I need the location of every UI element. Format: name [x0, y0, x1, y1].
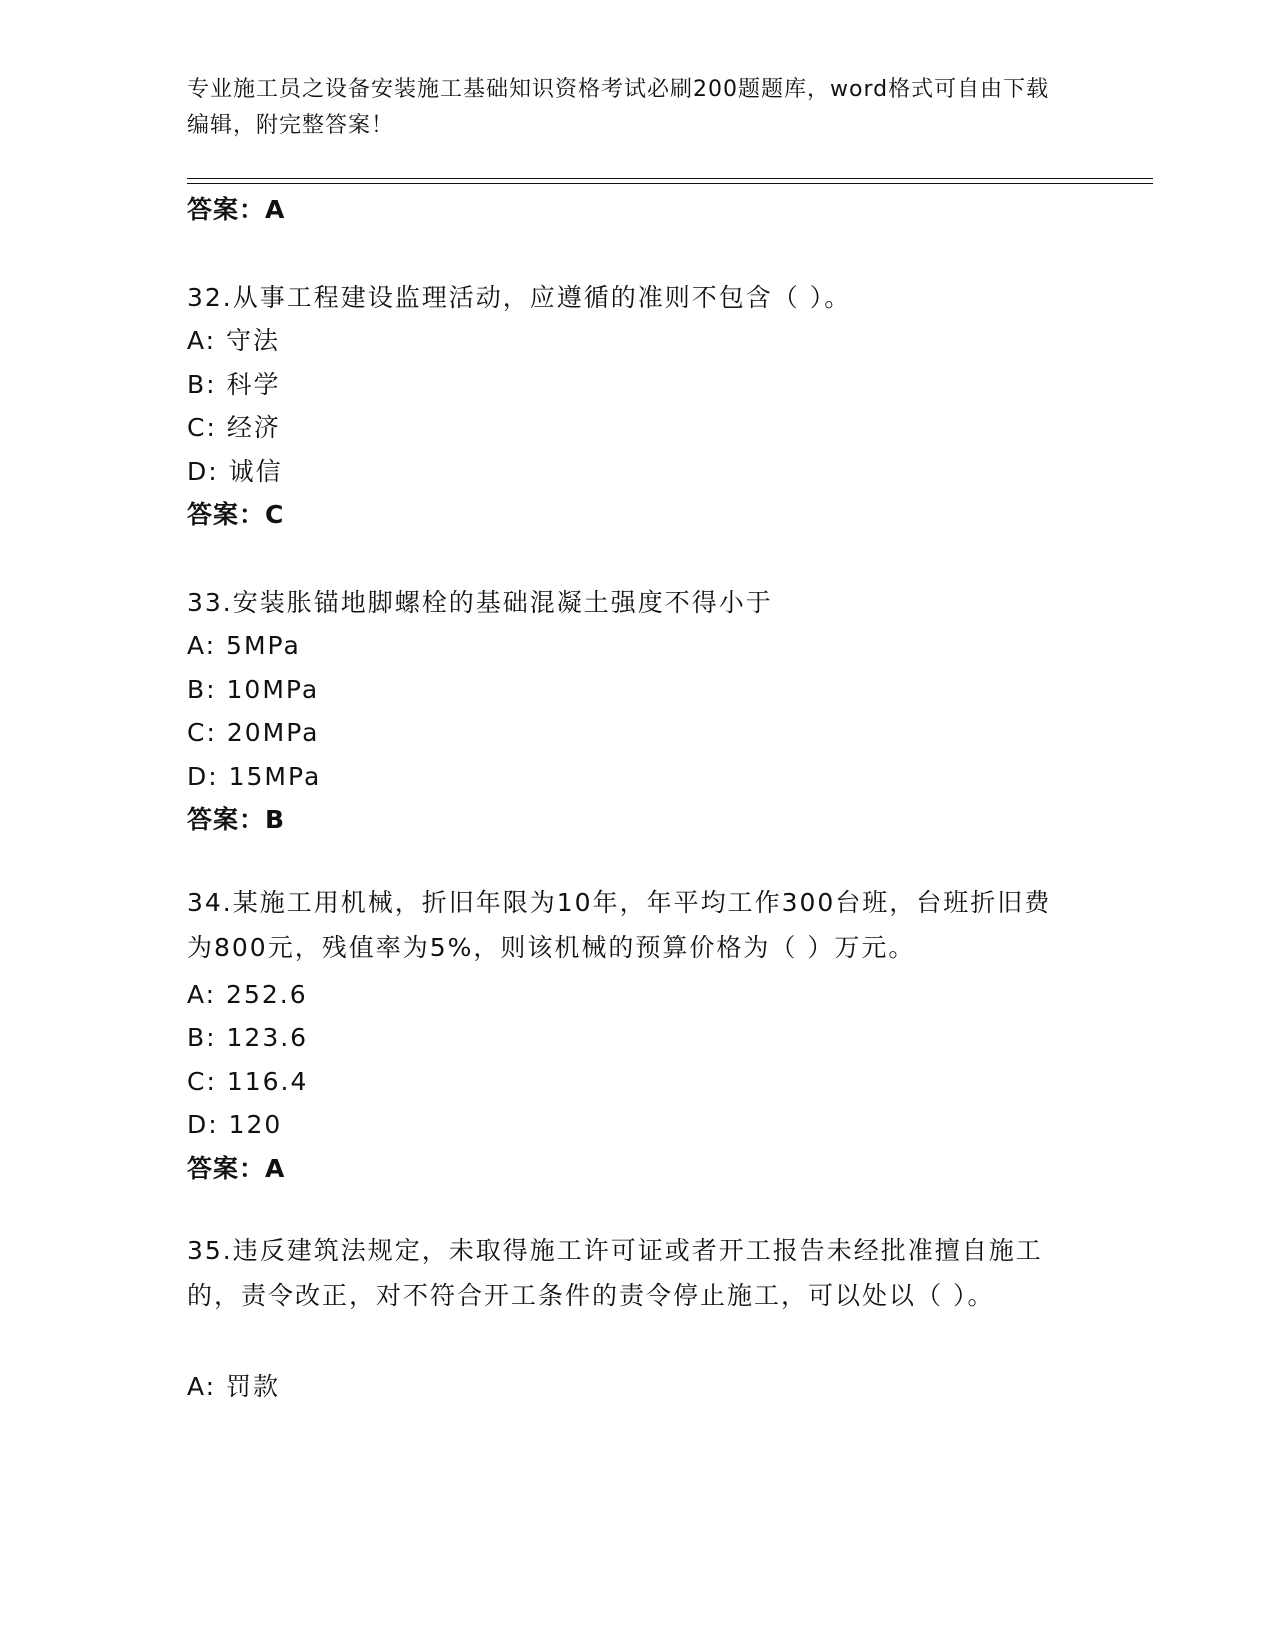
header-divider-bottom — [187, 183, 1153, 184]
document-header: 专业施工员之设备安装施工基础知识资格考试必刷200题题库，word格式可自由下载编辑，附完整答案！ — [187, 77, 1050, 138]
question-34-stem: 34.某施工用机械，折旧年限为10年，年平均工作300台班，台班折旧费为800元，残值率为5%，则该机械的预算价格为（ ）万元。 — [187, 888, 1052, 962]
question-32-option-b: B: 科学 — [187, 370, 281, 399]
question-32-answer: 答案：C — [187, 500, 285, 529]
question-32-option-c: C: 经济 — [187, 413, 281, 442]
question-32-option-a: A: 守法 — [187, 326, 281, 355]
question-32-option-d: D: 诚信 — [187, 457, 283, 486]
question-35-stem: 35.违反建筑法规定，未取得施工许可证或者开工报告未经批准擅自施工的，责令改正，对不符合开工条件的责令停止施工，可以处以（ ）。 — [187, 1236, 1043, 1310]
question-34-option-d: D: 120 — [187, 1110, 283, 1139]
question-33-option-c: C: 20MPa — [187, 718, 320, 747]
question-32-stem: 32.从事工程建设监理活动，应遵循的准则不包含（ ）。 — [187, 283, 852, 312]
question-34-option-a: A: 252.6 — [187, 980, 308, 1009]
question-34-option-c: C: 116.4 — [187, 1067, 309, 1096]
header-divider-top — [187, 178, 1153, 179]
question-33-option-b: B: 10MPa — [187, 675, 320, 704]
question-33-stem: 33.安装胀锚地脚螺栓的基础混凝土强度不得小于 — [187, 588, 773, 617]
question-33-option-a: A: 5MPa — [187, 631, 301, 660]
question-34-answer: 答案：A — [187, 1154, 286, 1183]
previous-answer: 答案：A — [187, 195, 286, 224]
question-34-option-b: B: 123.6 — [187, 1023, 309, 1052]
question-33-option-d: D: 15MPa — [187, 762, 322, 791]
question-35-option-a: A: 罚款 — [187, 1372, 281, 1401]
question-33-answer: 答案：B — [187, 805, 286, 834]
